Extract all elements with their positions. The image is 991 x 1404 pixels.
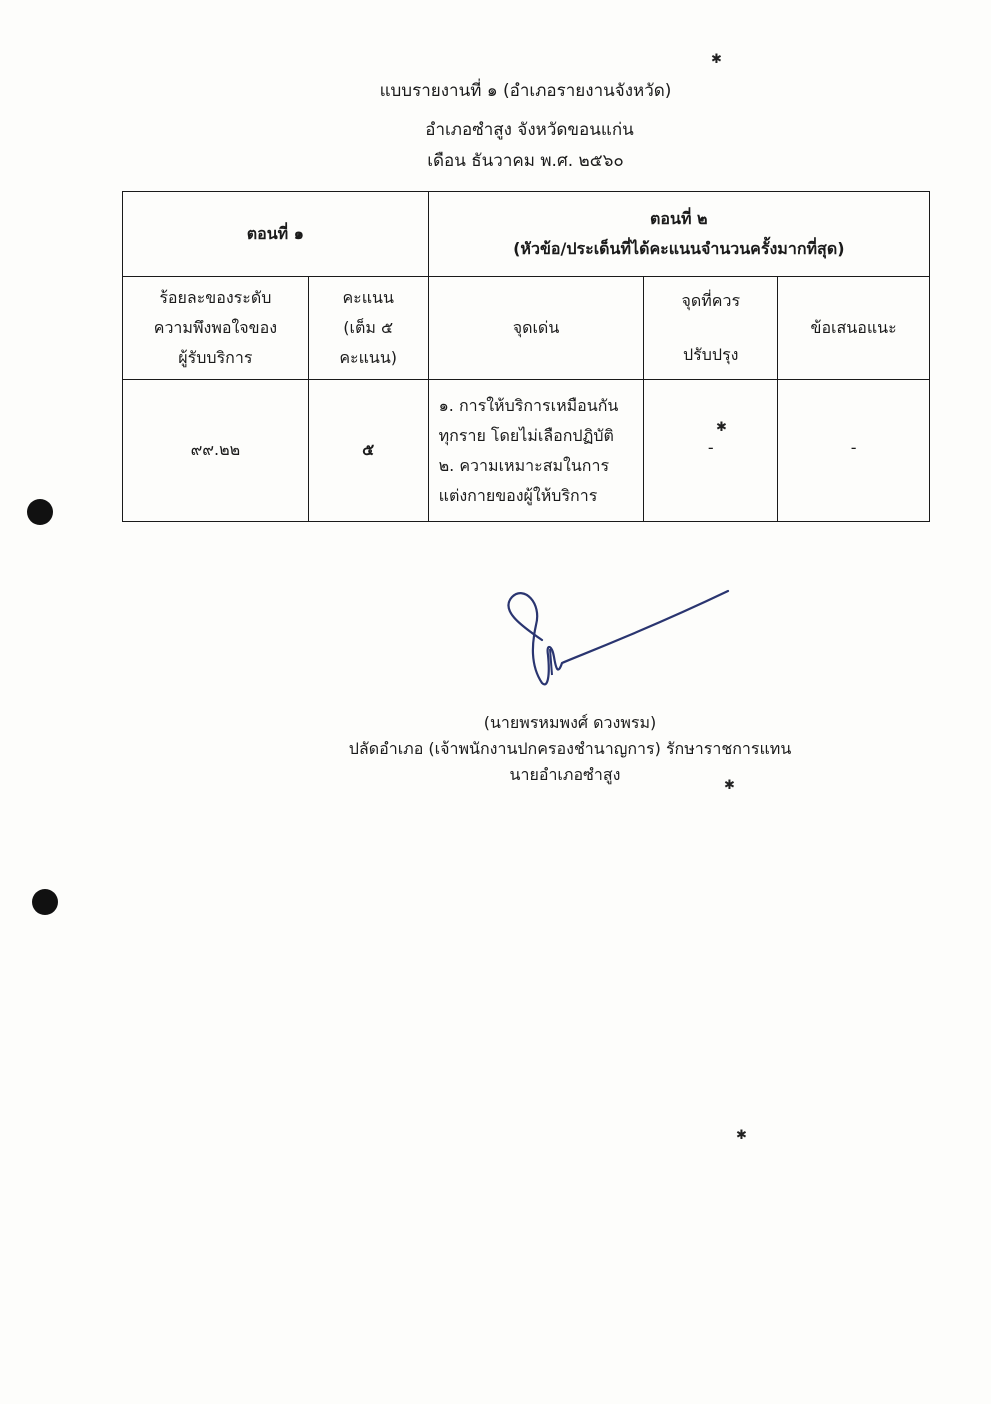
col-score-header <box>308 277 428 380</box>
col-satisfaction-line: ร้อยละของระดับ <box>159 288 272 307</box>
signer-position: ปลัดอำเภอ (เจ้าพนักงานปกครองชำนาญการ) รักษาราชการแทน <box>348 739 792 758</box>
signer-name: (นายพรหมพงศ์ ดวงพรม) <box>483 713 657 732</box>
col-suggest-header: ข้อเสนอแนะ <box>778 277 930 380</box>
col-score-line: (เต็ม ๕ <box>343 318 394 337</box>
ink-speck: ✱ <box>716 420 727 435</box>
punch-hole <box>27 499 53 525</box>
table-row <box>123 380 930 522</box>
score-value: ๕ <box>308 380 428 522</box>
ink-speck: ✱ <box>711 52 722 67</box>
handwritten-signature <box>490 585 740 695</box>
signer-office: นายอำเภอซำสูง <box>509 765 621 784</box>
part2-header <box>428 192 929 277</box>
highlight-line: ทุกราย โดยไม่เลือกปฏิบัติ <box>438 425 614 445</box>
col-improve-line: จุดที่ควร <box>681 291 741 310</box>
part1-header <box>123 192 429 277</box>
col-highlight-header: จุดเด่น <box>428 277 644 380</box>
col-improve-line: ปรับปรุง <box>683 345 739 364</box>
highlight-line: ๒. ความเหมาะสมในการ <box>438 455 610 475</box>
signature-block <box>290 710 850 788</box>
punch-hole <box>32 889 58 915</box>
report-month: เดือน ธันวาคม พ.ศ. ๒๕๖๐ <box>427 151 624 171</box>
highlight-cell <box>428 380 644 522</box>
satisfaction-value: ๙๙.๒๒ <box>123 380 309 522</box>
district-province: อำเภอซำสูง จังหวัดขอนแก่น <box>425 120 634 140</box>
ink-speck: ✱ <box>736 1128 747 1143</box>
col-satisfaction-header <box>123 277 309 380</box>
suggest-value: - <box>778 380 930 522</box>
highlight-line: แต่งกายของผู้ให้บริการ <box>438 485 598 505</box>
part2-subtitle: (หัวข้อ/ประเด็นที่ได้คะแนนจำนวนครั้งมากที่สุด) <box>513 239 845 258</box>
col-score-line: คะแนน <box>342 288 394 307</box>
part2-label: ตอนที่ ๒ <box>650 209 708 228</box>
improve-value: - <box>644 380 778 522</box>
report-table <box>122 191 930 522</box>
report-form-title: แบบรายงานที่ ๑ (อำเภอรายงานจังหวัด) <box>379 81 672 101</box>
col-improve-header <box>644 277 778 380</box>
col-score-line: คะแนน) <box>339 348 398 367</box>
ink-speck: ✱ <box>724 778 735 793</box>
part1-label: ตอนที่ ๑ <box>246 223 304 243</box>
col-satisfaction-line: ความพึงพอใจของ <box>153 318 278 337</box>
col-satisfaction-line: ผู้รับบริการ <box>178 348 253 367</box>
highlight-line: ๑. การให้บริการเหมือนกัน <box>438 395 619 415</box>
